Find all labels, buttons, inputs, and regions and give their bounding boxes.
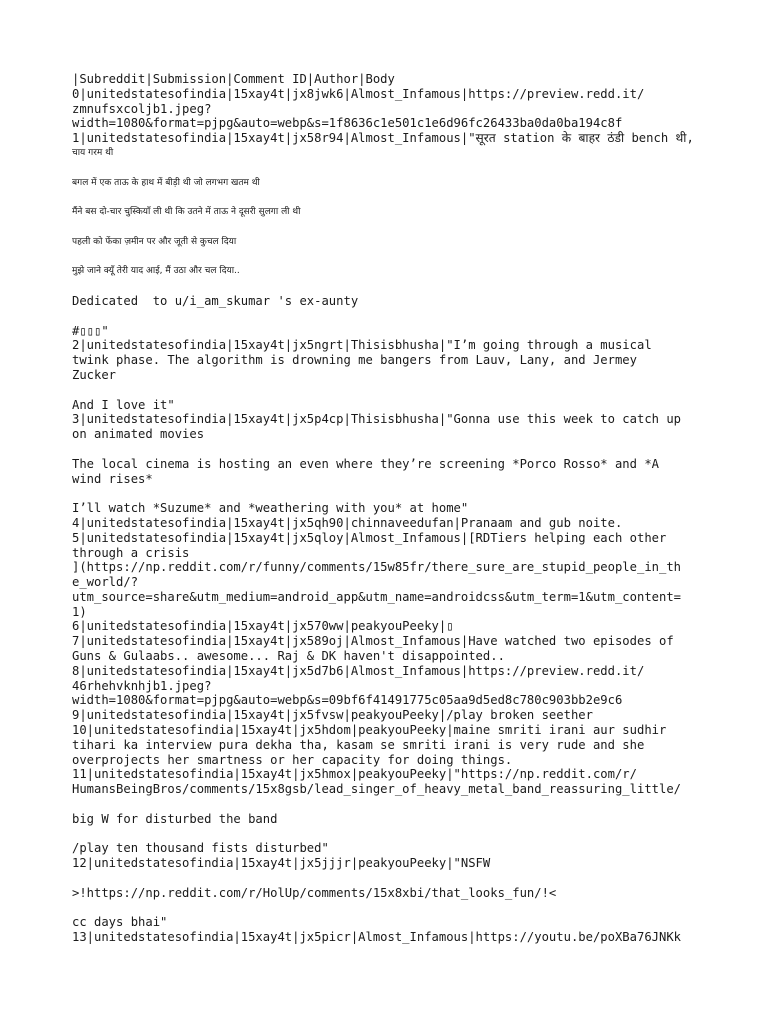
blank-line bbox=[72, 871, 712, 886]
blank-line bbox=[72, 250, 712, 265]
text-line: 1) bbox=[72, 604, 87, 619]
text-line: 9|unitedstatesofindia|15xay4t|jx5fvsw|peakyouPeeky|/play broken seether bbox=[72, 708, 593, 723]
text-line: 46rhehvknhjb1.jpeg? bbox=[72, 678, 212, 693]
text-line: Dedicated to u/i_am_skumar 's ex-aunty bbox=[72, 293, 359, 308]
text-line: 11|unitedstatesofindia|15xay4t|jx5hmox|peakyouPeeky|"https://np.reddit.com/r/ bbox=[72, 767, 637, 782]
text-line: पहली को फेंका ज़मीन पर और जूती से कुचल दिया bbox=[72, 236, 237, 247]
text-line: 13|unitedstatesofindia|15xay4t|jx5picr|Almost_Infamous|https://youtu.be/poXBa76JNKk bbox=[72, 930, 682, 945]
text-line: zmnufsxcoljb1.jpeg? bbox=[72, 101, 212, 116]
text-line: मैंने बस दो-चार चुस्कियाँ ली थी कि उतने में ताऊ ने दूसरी सुलगा ली थी bbox=[72, 207, 301, 218]
blank-line bbox=[72, 901, 712, 916]
text-line: #▯▯▯" bbox=[72, 323, 109, 338]
text-line: width=1080&format=pjpg&auto=webp&s=09bf6f41491775c05aa9d5ed8c780c903bb2e9c6 bbox=[72, 693, 623, 708]
blank-line bbox=[72, 797, 712, 812]
blank-line bbox=[72, 827, 712, 842]
text-line: >!https://np.reddit.com/r/HolUp/comments/15x8xbi/that_looks_fun/!< bbox=[72, 885, 557, 900]
text-line: 6|unitedstatesofindia|15xay4t|jx570ww|peakyouPeeky|▯ bbox=[72, 619, 454, 634]
text-line: बगल में एक ताऊ के हाथ में बीड़ी थी जो लगभग खतम थी bbox=[72, 177, 260, 188]
text-line: HumansBeingBros/comments/15x8gsb/lead_singer_of_heavy_metal_band_reassuring_little/ bbox=[72, 782, 682, 797]
blank-line bbox=[72, 309, 712, 324]
text-line: Guns & Gulaabs.. awesome... Raj & DK haven't disappointed.. bbox=[72, 649, 505, 664]
text-line: 0|unitedstatesofindia|15xay4t|jx8jwk6|Almost_Infamous|https://preview.redd.it/ bbox=[72, 86, 645, 101]
text-line: width=1080&format=pjpg&auto=webp&s=1f8636c1e501c1e6d96fc26433ba0da0ba194c8f bbox=[72, 116, 623, 131]
text-line: 5|unitedstatesofindia|15xay4t|jx5qloy|Almost_Infamous|[RDTiers helping each other bbox=[72, 530, 667, 545]
text-line: tihari ka interview pura dekha tha, kasam se smriti irani is very rude and she bbox=[72, 737, 645, 752]
blank-line bbox=[72, 190, 712, 205]
document-page bbox=[72, 72, 712, 945]
text-line: on animated movies bbox=[72, 427, 205, 442]
text-line: through a crisis bbox=[72, 545, 190, 560]
text-line: 3|unitedstatesofindia|15xay4t|jx5p4cp|Thisisbhusha|"Gonna use this week to catch up bbox=[72, 412, 682, 427]
text-line: wind rises* bbox=[72, 471, 153, 486]
text-line: And I love it" bbox=[72, 397, 175, 412]
text-line: 4|unitedstatesofindia|15xay4t|jx5qh90|chinnaveedufan|Pranaam and gub noite. bbox=[72, 515, 623, 530]
blank-line bbox=[72, 161, 712, 176]
text-line: overprojects her smartness or her capacity for doing things. bbox=[72, 752, 513, 767]
blank-line bbox=[72, 279, 712, 294]
blank-line bbox=[72, 383, 712, 398]
text-line: twink phase. The algorithm is drowning me bangers from Lauv, Lany, and Jermey bbox=[72, 353, 637, 368]
text-line: Zucker bbox=[72, 367, 117, 382]
text-line: 10|unitedstatesofindia|15xay4t|jx5hdom|peakyouPeeky|maine smriti irani aur sudhir bbox=[72, 723, 667, 738]
text-line: 12|unitedstatesofindia|15xay4t|jx5jjjr|peakyouPeeky|"NSFW bbox=[72, 856, 491, 871]
text-line: 7|unitedstatesofindia|15xay4t|jx589oj|Almost_Infamous|Have watched two episodes of bbox=[72, 634, 674, 649]
text-line: ](https://np.reddit.com/r/funny/comments/15w85fr/there_sure_are_stupid_people_in_th bbox=[72, 560, 682, 575]
text-line: e_world/? bbox=[72, 575, 139, 590]
text-line: big W for disturbed the band bbox=[72, 811, 278, 826]
text-line: /play ten thousand fists disturbed" bbox=[72, 841, 329, 856]
text-line: चाय गरम थी bbox=[72, 147, 114, 158]
text-line: 2|unitedstatesofindia|15xay4t|jx5ngrt|Thisisbhusha|"I’m going through a musical bbox=[72, 338, 652, 353]
text-line: |Subreddit|Submission|Comment ID|Author|Body bbox=[72, 72, 395, 86]
text-line: मुझे जाने क्यूँ तेरी याद आई, मैं उठा और चल दिया.. bbox=[72, 266, 240, 277]
blank-line bbox=[72, 442, 712, 457]
text-line: The local cinema is hosting an even where they’re screening *Porco Rosso* and *A bbox=[72, 456, 659, 471]
blank-line bbox=[72, 220, 712, 235]
text-line: utm_source=share&utm_medium=android_app&utm_name=androidcss&utm_term=1&utm_content= bbox=[72, 589, 682, 604]
text-line: 8|unitedstatesofindia|15xay4t|jx5d7b6|Almost_Infamous|https://preview.redd.it/ bbox=[72, 663, 645, 678]
text-line: I’ll watch *Suzume* and *weathering with you* at home" bbox=[72, 501, 469, 516]
text-line: cc days bhai" bbox=[72, 915, 168, 930]
blank-line bbox=[72, 486, 712, 501]
text-line: 1|unitedstatesofindia|15xay4t|jx58r94|Almost_Infamous|"सूरत station के बाहर ठंडी bench थी, bbox=[72, 131, 694, 146]
